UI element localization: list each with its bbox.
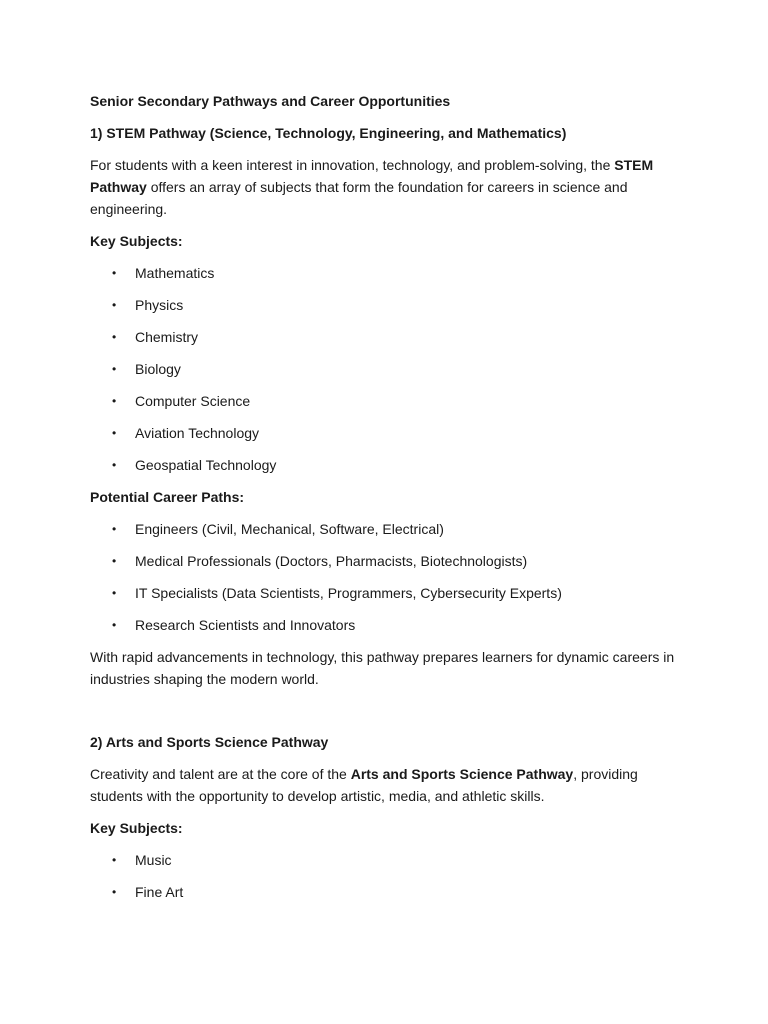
bullet-icon: • — [112, 426, 117, 440]
stem-intro-bold: STEM Pathway — [90, 157, 654, 195]
stem-careers-heading: Potential Career Paths: — [90, 489, 245, 505]
list-item-text: Medical Professionals (Doctors, Pharmacists, Biotechnologists) — [135, 553, 528, 569]
list-item — [90, 454, 685, 476]
bullet-icon: • — [112, 853, 117, 867]
stem-intro — [90, 154, 685, 220]
list-item-text: Aviation Technology — [135, 425, 260, 441]
bullet-icon: • — [112, 586, 117, 600]
arts-subjects-heading: Key Subjects: — [90, 820, 183, 836]
list-item-text: Geospatial Technology — [135, 457, 277, 473]
stem-closing: With rapid advancements in technology, this pathway prepares learners for dynamic careers in industries shaping the modern world. — [90, 649, 675, 687]
stem-heading: 1) STEM Pathway (Science, Technology, Engineering, and Mathematics) — [90, 125, 567, 141]
document-page — [90, 90, 685, 913]
bullet-icon: • — [112, 362, 117, 376]
arts-intro-text-end: , providing students with the opportunity to develop artistic, media, and athletic skills. — [90, 766, 638, 804]
bullet-icon: • — [112, 554, 117, 568]
list-item-text: Physics — [135, 297, 184, 313]
list-item-text: Biology — [135, 361, 181, 377]
bullet-icon: • — [112, 885, 117, 899]
arts-heading: 2) Arts and Sports Science Pathway — [90, 734, 329, 750]
list-item-text: Fine Art — [135, 884, 184, 900]
stem-subjects-list — [90, 262, 685, 476]
bullet-icon: • — [112, 266, 117, 280]
list-item — [90, 881, 685, 903]
arts-intro-bold: Arts and Sports Science Pathway — [350, 766, 574, 782]
list-item — [90, 518, 685, 540]
list-item — [90, 294, 685, 316]
list-item — [90, 358, 685, 380]
bullet-icon: • — [112, 330, 117, 344]
arts-intro-text: Creativity and talent are at the core of the — [90, 766, 351, 782]
list-item-text: Research Scientists and Innovators — [135, 617, 356, 633]
list-item-text: Mathematics — [135, 265, 215, 281]
arts-subjects-list — [90, 849, 685, 903]
bullet-icon: • — [112, 394, 117, 408]
arts-intro — [90, 763, 685, 807]
list-item — [90, 326, 685, 348]
stem-careers-list — [90, 518, 685, 636]
list-item-text: Music — [135, 852, 172, 868]
list-item — [90, 849, 685, 871]
list-item — [90, 550, 685, 572]
bullet-icon: • — [112, 298, 117, 312]
list-item — [90, 262, 685, 284]
list-item — [90, 582, 685, 604]
bullet-icon: • — [112, 618, 117, 632]
stem-intro-text: For students with a keen interest in innovation, technology, and problem-solving, the — [90, 157, 615, 173]
bullet-icon: • — [112, 522, 117, 536]
list-item — [90, 422, 685, 444]
list-item-text: Computer Science — [135, 393, 251, 409]
stem-intro-text-end: offers an array of subjects that form the foundation for careers in science and engineering. — [90, 179, 628, 217]
list-item-text: IT Specialists (Data Scientists, Programmers, Cybersecurity Experts) — [135, 585, 562, 601]
bullet-icon: • — [112, 458, 117, 472]
section-spacer — [90, 700, 685, 731]
list-item — [90, 614, 685, 636]
document-title: Senior Secondary Pathways and Career Opportunities — [90, 93, 451, 109]
list-item-text: Chemistry — [135, 329, 199, 345]
list-item — [90, 390, 685, 412]
stem-subjects-heading: Key Subjects: — [90, 233, 183, 249]
list-item-text: Engineers (Civil, Mechanical, Software, Electrical) — [135, 521, 444, 537]
